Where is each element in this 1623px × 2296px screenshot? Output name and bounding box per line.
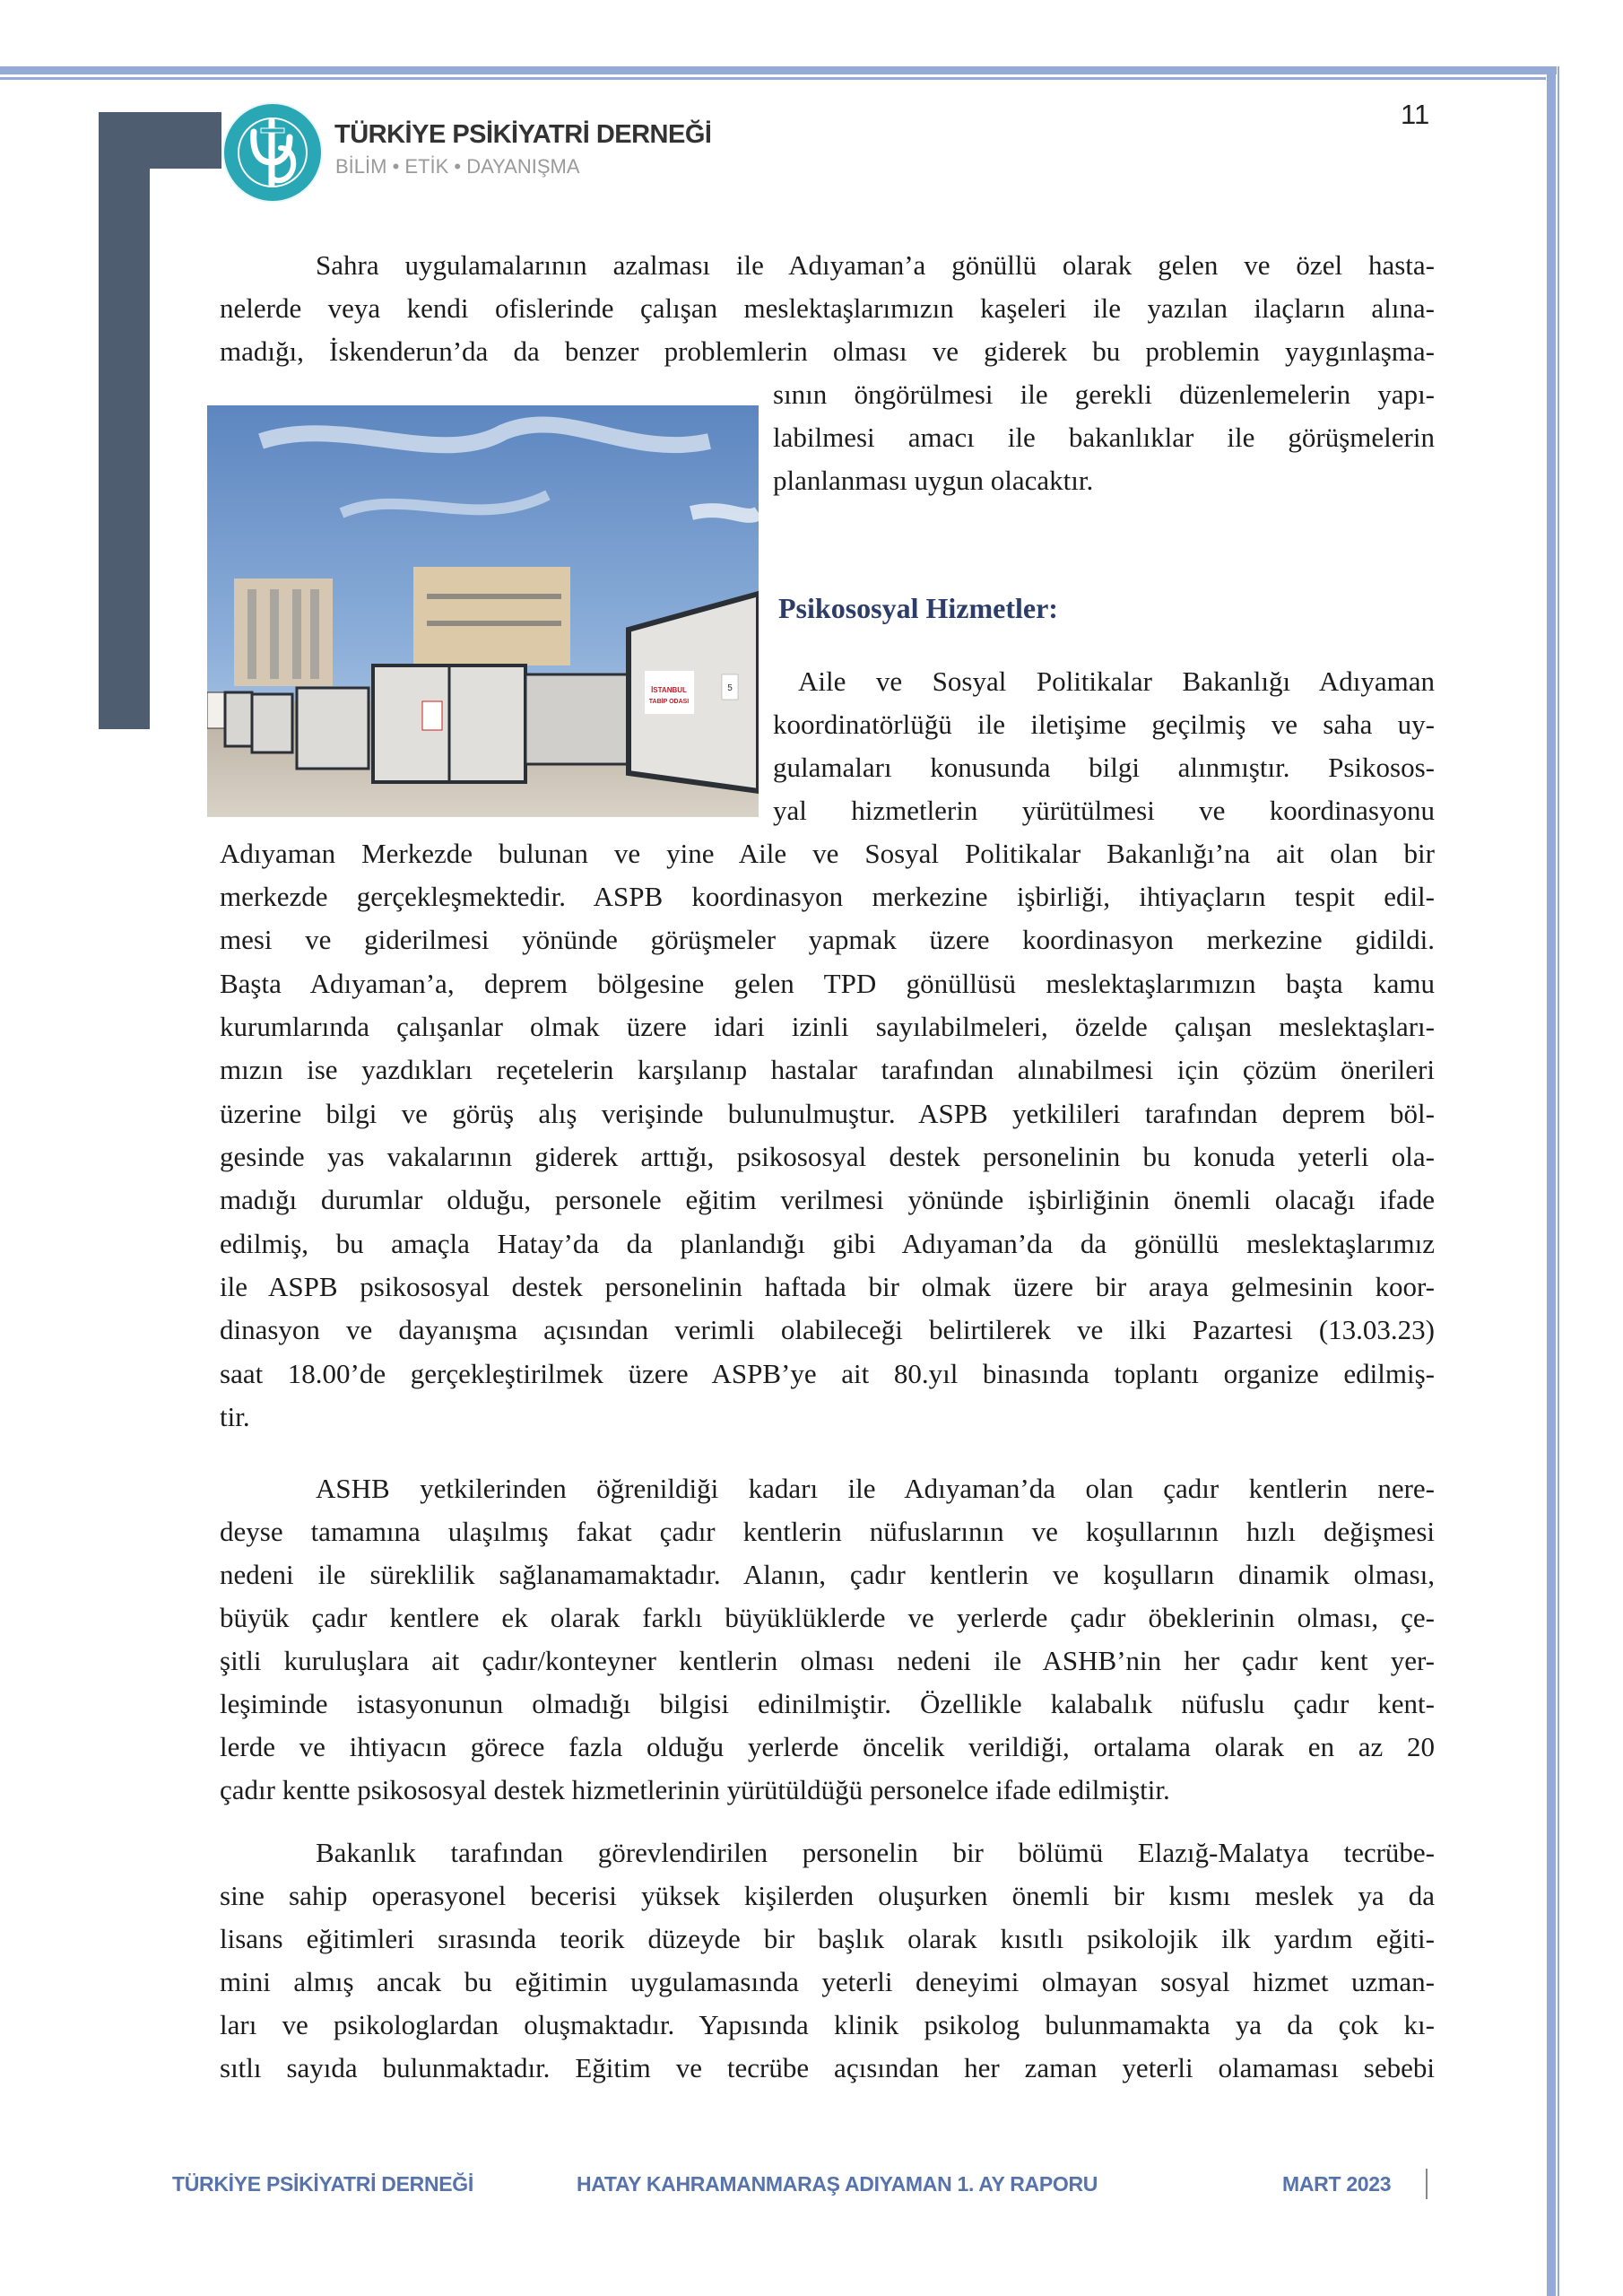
text-line: merkezde gerçekleşmektedir. ASPB koordinasyon merkezine işbirliği, ihtiyaçların tespit edil-	[220, 881, 1435, 912]
text-line: labilmesi amacı ile bakanlıklar ile görüşmelerin	[773, 422, 1435, 453]
text-line: Sahra uygulamalarının azalması ile Adıyaman’a gönüllü olarak gelen ve özel hasta-	[316, 249, 1435, 281]
text-line: gulamaları konusunda bilgi alınmıştır. Psikosos-	[773, 752, 1435, 783]
photo-sign-text: İSTANBUL	[651, 686, 687, 694]
text-line: ASHB yetkilerinden öğrenildiği kadarı ile Adıyaman’da olan çadır kentlerin nere-	[316, 1473, 1435, 1504]
organization-logo-icon	[221, 101, 324, 204]
text-line: lisans eğitimleri sırasında teorik düzeyde bir başlık olarak kısıtlı psikolojik ilk yardım eğiti-	[220, 1923, 1435, 1954]
text-line: ları ve psikologlardan oluşmaktadır. Yapısında klinik psikolog bulunmamakta ya da çok kı-	[220, 2009, 1435, 2040]
text-line: leşiminde istasyonunun olmadığı bilgisi edinilmiştir. Özellikle kalabalık nüfuslu çadır kent-	[220, 1688, 1435, 1719]
text-line: tir.	[220, 1401, 250, 1432]
text-line: lerde ve ihtiyacın görece fazla olduğu yerlerde öncelik verildiği, ortalama olarak en az 20	[220, 1731, 1435, 1762]
section-heading: Psikososyal Hizmetler:	[778, 592, 1058, 624]
text-line: madığı, İskenderun’da da benzer problemlerin olması ve giderek bu problemin yaygınlaşma-	[220, 335, 1435, 367]
text-line: mızın ise yazdıkları reçetelerin karşılanıp hastalar tarafından alınabilmesi için çözüm önerileri	[220, 1054, 1435, 1085]
container-camp-photo	[207, 405, 759, 817]
text-line: şitli kuruluşlara ait çadır/konteyner kentlerin olması nedeni ile ASHB’nin her çadır kent yer-	[220, 1645, 1435, 1676]
text-line: sıtlı sayıda bulunmaktadır. Eğitim ve tecrübe açısından her zaman yeterli olamaması sebebi	[220, 2052, 1435, 2083]
text-line: Adıyaman Merkezde bulunan ve yine Aile ve Sosyal Politikalar Bakanlığı’na ait olan bir	[220, 838, 1435, 869]
text-line: ile ASPB psikososyal destek personelinin haftada bir olmak üzere bir araya gelmesinin koor-	[220, 1271, 1435, 1302]
text-line: nedeni ile süreklilik sağlanamamaktadır. Alanın, çadır kentlerin ve koşulların dinamik olması,	[220, 1559, 1435, 1590]
text-line: deyse tamamına ulaşılmış fakat çadır kentlerin nüfuslarının ve koşullarının hızlı değişmesi	[220, 1516, 1435, 1547]
text-line: madığı durumlar olduğu, personele eğitim verilmesi yönünde işbirliğinin önemli olacağı ifade	[220, 1184, 1435, 1215]
text-line: nelerde veya kendi ofislerinde çalışan meslektaşlarımızın kaşeleri ile yazılan ilaçların alına-	[220, 292, 1435, 324]
text-line: edilmiş, bu amaçla Hatay’da da planlandığı gibi Adıyaman’da da gönüllü meslektaşlarımız	[220, 1228, 1435, 1259]
text-line: Bakanlık tarafından görevlendirilen personelin bir bölümü Elazığ-Malatya tecrübe-	[316, 1837, 1435, 1868]
footer-org: TÜRKİYE PSİKİYATRİ DERNEĞİ	[172, 2172, 473, 2196]
text-line: Başta Adıyaman’a, deprem bölgesine gelen TPD gönüllüsü meslektaşlarımızın başta kamu	[220, 968, 1435, 999]
decorative-bar-vertical	[99, 112, 150, 729]
text-line: büyük çadır kentlere ek olarak farklı büyüklüklerde ve yerlerde çadır öbeklerinin olması, çe-	[220, 1602, 1435, 1633]
org-motto: BİLİM • ETİK • DAYANIŞMA	[335, 155, 580, 178]
page-border-top-thin	[0, 77, 1546, 80]
footer-separator	[1426, 2169, 1428, 2199]
page-border-top	[0, 66, 1557, 74]
text-line: saat 18.00’de gerçekleştirilmek üzere ASPB’ye ait 80.yıl binasında toplantı organize edilmiş-	[220, 1358, 1435, 1389]
footer-date: MART 2023	[1282, 2172, 1392, 2196]
text-line: yal hizmetlerin yürütülmesi ve koordinasyonu	[773, 795, 1435, 826]
text-line: kurumlarında çalışanlar olmak üzere idari izinli sayılabilmeleri, özelde çalışan meslektaşları-	[220, 1011, 1435, 1042]
text-line: Aile ve Sosyal Politikalar Bakanlığı Adıyaman	[798, 665, 1435, 697]
svg-text:TABİP ODASI: TABİP ODASI	[648, 699, 690, 705]
page-number: 11	[1401, 99, 1430, 130]
text-line: sine sahip operasyonel becerisi yüksek kişilerden oluşurken önemli bir kısmı meslek ya da	[220, 1880, 1435, 1911]
org-name: TÜRKİYE PSİKİYATRİ DERNEĞİ	[334, 120, 712, 149]
text-line: planlanması uygun olacaktır.	[773, 465, 1094, 496]
text-line: koordinatörlüğü ile iletişime geçilmiş ve saha uy-	[773, 709, 1435, 740]
text-line: gesinde yas vakalarının giderek arttığı, psikososyal destek personelinin bu konuda yeterli ola-	[220, 1141, 1435, 1172]
page-border-right	[1547, 66, 1556, 2296]
footer-report-title: HATAY KAHRAMANMARAŞ ADIYAMAN 1. AY RAPORU	[577, 2172, 1098, 2196]
text-line: dinasyon ve dayanışma açısından verimli olabileceği belirtilerek ve ilki Pazartesi (13.03.23)	[220, 1314, 1435, 1345]
decorative-bar-horizontal	[99, 112, 221, 169]
text-line: sının öngörülmesi ile gerekli düzenlemelerin yapı-	[773, 378, 1435, 410]
text-line: mini almış ancak bu eğitimin uygulamasında yeterli deneyimi olmayan sosyal hizmet uzman-	[220, 1966, 1435, 1997]
text-line: mesi ve giderilmesi yönünde görüşmeler yapmak üzere koordinasyon merkezine gidildi.	[220, 924, 1435, 955]
svg-text:5: 5	[727, 683, 733, 693]
page-border-right-thin	[1558, 66, 1559, 2296]
text-line: üzerine bilgi ve görüş alış verişinde bulunulmuştur. ASPB yetkilileri tarafından deprem böl-	[220, 1098, 1435, 1129]
text-line: çadır kentte psikososyal destek hizmetlerinin yürütüldüğü personelce ifade edilmiştir.	[220, 1774, 1170, 1805]
